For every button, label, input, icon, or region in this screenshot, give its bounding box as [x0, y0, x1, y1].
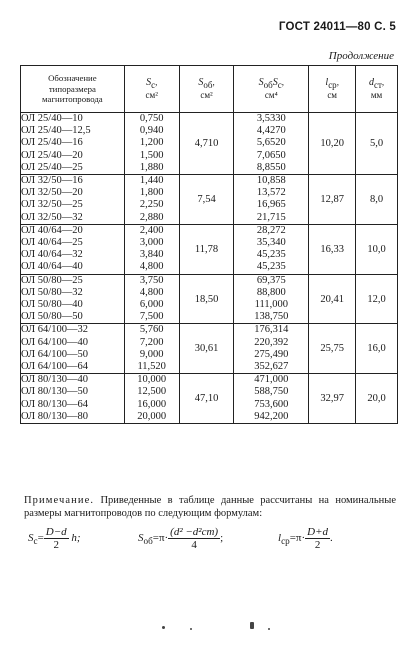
- cell-sc: [124, 175, 179, 225]
- cell-sobsc-value: 471,000: [254, 374, 289, 386]
- cell-sob: 4,710: [179, 113, 234, 175]
- cell-sc-value: 7,500: [139, 311, 164, 323]
- cell-sc-value: 3,750: [139, 274, 164, 286]
- cell-sc-value: 2,400: [139, 224, 164, 236]
- cell-sobsc-value: 138,750: [254, 311, 289, 323]
- cell-sc-value: 2,880: [139, 211, 164, 223]
- cell-sobsc-value: 88,800: [256, 286, 286, 298]
- cell-dct: 10,0: [356, 224, 398, 274]
- cell-dct: 5,0: [356, 113, 398, 175]
- cell-sobsc-value: 588,750: [254, 386, 289, 398]
- cell-dct: 8,0: [356, 175, 398, 225]
- cell-sobsc: [234, 274, 309, 324]
- cell-designation-value: ОЛ 50/80—50: [21, 311, 83, 323]
- cell-designation-value: ОЛ 25/40—10: [21, 113, 83, 124]
- cell-sc-value: 4,800: [139, 286, 164, 298]
- table-header-row: [21, 66, 398, 113]
- cell-sobsc-value: 45,235: [256, 249, 286, 261]
- cell-sobsc-value: 69,375: [256, 274, 286, 286]
- cell-designation-value: ОЛ 40/64—20: [21, 224, 83, 236]
- cell-designation-value: ОЛ 50/80—32: [21, 286, 83, 298]
- cell-designation-value: ОЛ 25/40—25: [21, 161, 83, 173]
- cell-sc-value: 20,000: [137, 410, 167, 422]
- continuation-label: Продолжение: [328, 50, 394, 62]
- formula-sob-fraction: $\frac{\text{(d² −d²ст)}}{4}$: [170, 526, 219, 551]
- cell-sc-value: 16,000: [137, 398, 167, 410]
- cell-sc-value: 9,000: [139, 348, 164, 360]
- cell-sc-value: 7,200: [139, 336, 164, 348]
- cell-sc-value: 1,200: [139, 137, 164, 149]
- cell-sobsc-value: 352,627: [254, 361, 289, 373]
- formula-sc-fraction: $\frac{D-d}{2}$: [45, 526, 67, 551]
- cell-sc-value: 5,760: [139, 324, 164, 336]
- cell-sc: [124, 374, 179, 424]
- col-header-sob: $S_{об}$, см²: [179, 66, 234, 113]
- formula-lcp: $l_{ср}=\pi\cdot$ $\frac{D+d}{2}$ .: [278, 526, 333, 551]
- cell-sc-value: 1,880: [139, 161, 164, 173]
- note-label: Примечание.: [24, 495, 95, 506]
- cell-sc-value: 2,250: [139, 199, 164, 211]
- cell-sobsc-value: 753,600: [254, 398, 289, 410]
- cell-sobsc-value: 5,6520: [256, 137, 286, 149]
- cell-sc-value: 11,520: [137, 361, 166, 373]
- cell-sc-value: 12,500: [137, 386, 167, 398]
- cell-sc-value: 1,800: [139, 187, 164, 199]
- col-header-lcp: $l_{ср}$, см: [309, 66, 356, 113]
- cell-designation-value: ОЛ 40/64—32: [21, 249, 83, 261]
- table-row: [21, 113, 398, 175]
- document-header: ГОСТ 24011—80 С. 5: [278, 21, 396, 33]
- cell-sob: 30,61: [179, 324, 234, 374]
- cell-sobsc: [234, 224, 309, 274]
- cell-sobsc: [234, 324, 309, 374]
- col-header-sc: $S_c$, см²: [124, 66, 179, 113]
- cell-sobsc-value: 220,392: [254, 336, 289, 348]
- table-row: [21, 224, 398, 274]
- cell-lcp: 10,20: [309, 113, 356, 175]
- cell-sobsc-value: 176,314: [254, 324, 289, 336]
- col-header-dct: $d_{ст}$, мм: [356, 66, 398, 113]
- cell-designation: [21, 324, 125, 374]
- cell-sob: 7,54: [179, 175, 234, 225]
- col-header-sobsc: $S_{об}S_c$, см⁴: [234, 66, 309, 113]
- cell-designation-value: ОЛ 25/40—20: [21, 149, 83, 161]
- cell-designation: [21, 175, 125, 225]
- cell-sob: 47,10: [179, 374, 234, 424]
- cell-sobsc-value: 942,200: [254, 410, 289, 422]
- cell-designation-value: ОЛ 40/64—25: [21, 237, 83, 249]
- cell-lcp: 20,41: [309, 274, 356, 324]
- cell-designation-value: ОЛ 40/64—40: [21, 261, 83, 273]
- cell-lcp: 25,75: [309, 324, 356, 374]
- table-row: [21, 274, 398, 324]
- formula-sc: $S_c=$ $\frac{D-d}{2}$ h;: [28, 526, 81, 551]
- formulas-block: [28, 524, 398, 564]
- cell-sc-value: 0,750: [139, 113, 164, 124]
- cell-sc-value: 0,940: [139, 125, 164, 137]
- cell-sobsc-value: 7,0650: [256, 149, 286, 161]
- cell-sc: [124, 113, 179, 175]
- cell-sobsc: [234, 175, 309, 225]
- cell-designation-value: ОЛ 32/50—32: [21, 211, 83, 223]
- cell-sobsc-value: 35,340: [256, 237, 286, 249]
- cell-designation: [21, 113, 125, 175]
- cell-lcp: 12,87: [309, 175, 356, 225]
- cell-lcp: 32,97: [309, 374, 356, 424]
- cell-sobsc-value: 13,572: [256, 187, 286, 199]
- cell-sc-value: 3,000: [139, 237, 164, 249]
- cell-designation-value: ОЛ 80/130—64: [21, 398, 88, 410]
- cell-sobsc-value: 275,490: [254, 348, 289, 360]
- table-row: [21, 374, 398, 424]
- cell-dct: 12,0: [356, 274, 398, 324]
- cell-designation: [21, 224, 125, 274]
- formula-sob: $S_{об}=\pi\cdot$ $\frac{\text{(d² −d²ст)}}{4}$ ;: [138, 526, 224, 551]
- cell-designation-value: ОЛ 32/50—16: [21, 175, 83, 187]
- cell-designation-value: ОЛ 80/130—80: [21, 410, 88, 422]
- cell-dct: 16,0: [356, 324, 398, 374]
- cell-designation-value: ОЛ 50/80—25: [21, 274, 83, 286]
- cell-sobsc: [234, 113, 309, 175]
- cell-designation-value: ОЛ 64/100—32: [21, 324, 88, 336]
- cell-designation-value: ОЛ 80/130—50: [21, 386, 88, 398]
- cell-sobsc-value: 3,5330: [256, 113, 286, 124]
- cell-sc: [124, 274, 179, 324]
- cell-sc-value: 1,440: [139, 175, 164, 187]
- cell-sobsc-value: 4,4270: [256, 125, 286, 137]
- cell-designation-value: ОЛ 80/130—40: [21, 374, 88, 386]
- cell-sc-value: 1,500: [139, 149, 164, 161]
- table-row: [21, 175, 398, 225]
- cell-designation-value: ОЛ 64/100—40: [21, 336, 88, 348]
- cell-sobsc-value: 10,858: [256, 175, 286, 187]
- cell-sob: 11,78: [179, 224, 234, 274]
- cell-designation-value: ОЛ 32/50—25: [21, 199, 83, 211]
- cell-sob: 18,50: [179, 274, 234, 324]
- cell-designation-value: ОЛ 64/100—64: [21, 361, 88, 373]
- cell-sobsc-value: 45,235: [256, 261, 286, 273]
- cell-sc-value: 3,840: [139, 249, 164, 261]
- cell-sobsc-value: 16,965: [256, 199, 286, 211]
- formula-lcp-fraction: $\frac{D+d}{2}$: [307, 526, 329, 551]
- cell-designation-value: ОЛ 32/50—20: [21, 187, 83, 199]
- cell-sc-value: 10,000: [137, 374, 167, 386]
- cell-sc: [124, 224, 179, 274]
- cell-designation: [21, 274, 125, 324]
- cell-sobsc-value: 28,272: [256, 224, 286, 236]
- note-text: Приведенные в таблице данные рассчитаны на номинальные размеры магнитопроводов по следующим формулам:: [24, 495, 396, 519]
- col-header-designation: Обозначение типоразмера магнитопровода: [21, 66, 125, 113]
- cell-sobsc: [234, 374, 309, 424]
- dimensions-table: [20, 65, 398, 424]
- scan-marks: [150, 618, 310, 638]
- cell-sobsc-value: 111,000: [254, 299, 289, 311]
- cell-sc: [124, 324, 179, 374]
- cell-designation-value: ОЛ 64/100—50: [21, 348, 88, 360]
- cell-lcp: 16,33: [309, 224, 356, 274]
- cell-sobsc-value: 21,715: [256, 211, 286, 223]
- table-row: [21, 324, 398, 374]
- cell-designation: [21, 374, 125, 424]
- cell-dct: 20,0: [356, 374, 398, 424]
- note-paragraph: [24, 494, 396, 520]
- cell-designation-value: ОЛ 25/40—12,5: [21, 125, 91, 137]
- cell-designation-value: ОЛ 25/40—16: [21, 137, 83, 149]
- cell-designation-value: ОЛ 50/80—40: [21, 299, 83, 311]
- cell-sc-value: 6,000: [139, 299, 164, 311]
- cell-sc-value: 4,800: [139, 261, 164, 273]
- cell-sobsc-value: 8,8550: [256, 161, 286, 173]
